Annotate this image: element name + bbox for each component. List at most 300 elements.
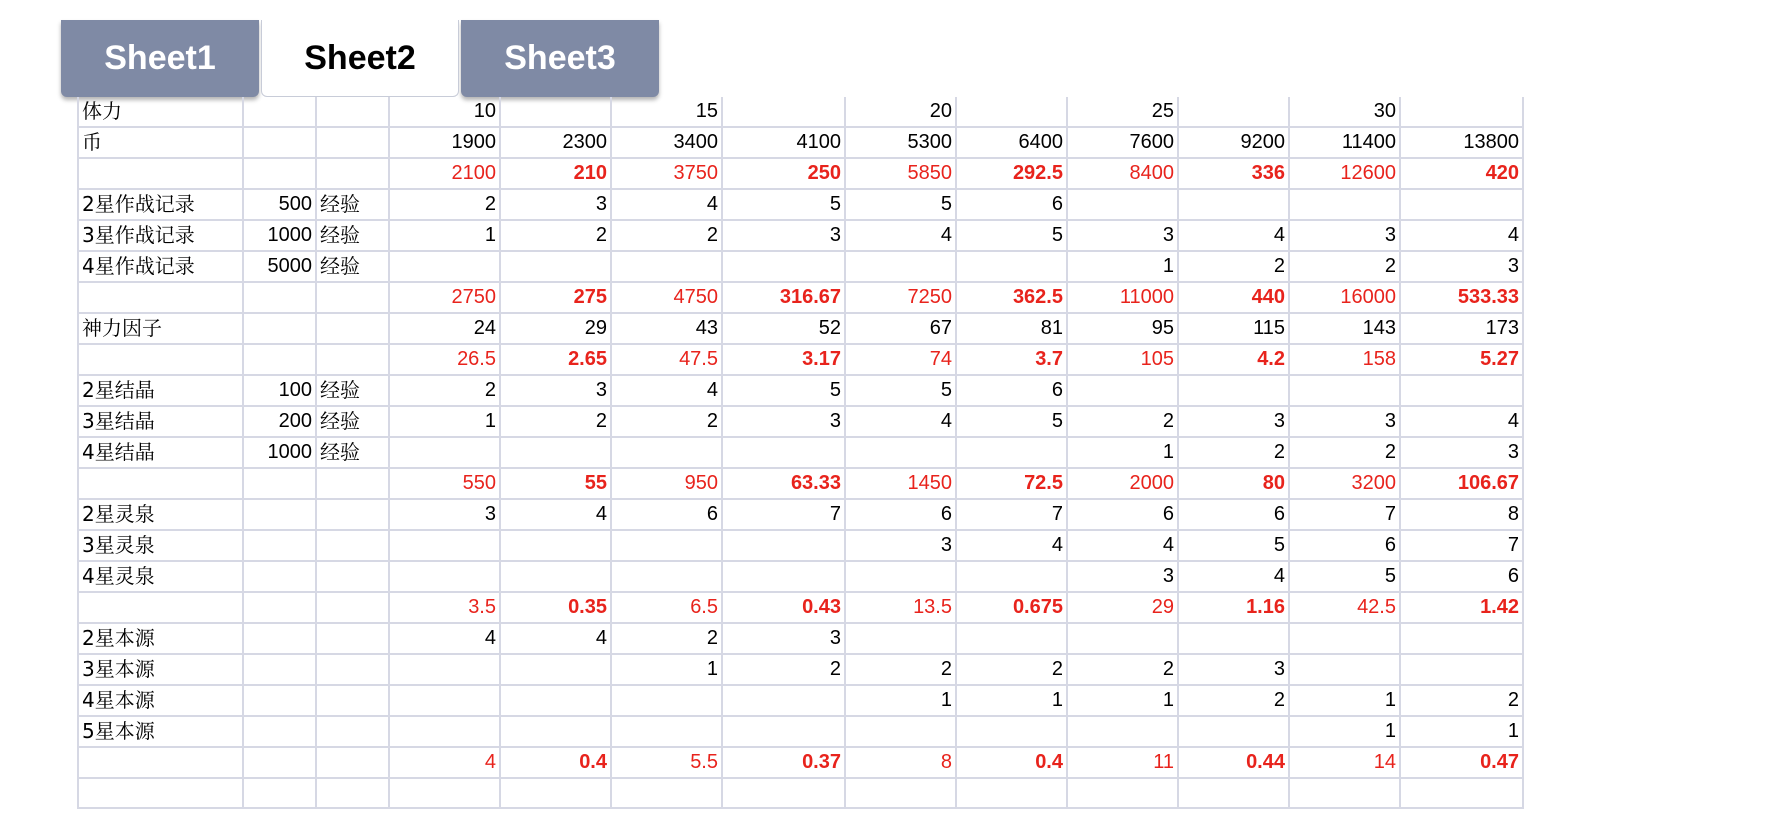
cell[interactable]: 5.27	[1400, 344, 1523, 375]
cell[interactable]: 42.5	[1289, 592, 1400, 623]
cell[interactable]: 30	[1289, 97, 1400, 127]
cell[interactable]	[243, 97, 316, 127]
cell[interactable]: 2000	[1067, 468, 1178, 499]
cell[interactable]	[845, 561, 956, 592]
cell[interactable]: 3	[1289, 406, 1400, 437]
cell[interactable]	[316, 685, 389, 716]
cell[interactable]	[243, 685, 316, 716]
cell[interactable]: 316.67	[722, 282, 845, 313]
cell[interactable]	[316, 499, 389, 530]
cell[interactable]	[1289, 654, 1400, 685]
cell[interactable]: 950	[611, 468, 722, 499]
cell[interactable]: 20	[845, 97, 956, 127]
cell[interactable]: 3.7	[956, 344, 1067, 375]
cell[interactable]: 7	[1289, 499, 1400, 530]
cell[interactable]	[316, 654, 389, 685]
row-label-cell[interactable]: 5星本源	[78, 716, 243, 747]
cell[interactable]	[316, 282, 389, 313]
cell[interactable]: 16000	[1289, 282, 1400, 313]
cell[interactable]: 6400	[956, 127, 1067, 158]
cell[interactable]	[722, 716, 845, 747]
cell[interactable]: 6	[956, 375, 1067, 406]
cell[interactable]: 3750	[611, 158, 722, 189]
cell[interactable]	[722, 437, 845, 468]
cell[interactable]: 6	[956, 189, 1067, 220]
cell[interactable]: 1	[389, 406, 500, 437]
cell[interactable]	[500, 530, 611, 561]
cell[interactable]: 12600	[1289, 158, 1400, 189]
cell[interactable]: 29	[1067, 592, 1178, 623]
cell[interactable]	[1178, 375, 1289, 406]
cell[interactable]	[500, 778, 611, 808]
cell[interactable]	[316, 778, 389, 808]
cell[interactable]: 105	[1067, 344, 1178, 375]
cell[interactable]: 80	[1178, 468, 1289, 499]
cell[interactable]	[611, 685, 722, 716]
cell[interactable]: 5	[845, 375, 956, 406]
cell[interactable]: 4100	[722, 127, 845, 158]
cell[interactable]	[243, 716, 316, 747]
cell[interactable]: 1	[1067, 251, 1178, 282]
cell[interactable]: 63.33	[722, 468, 845, 499]
cell[interactable]: 3	[500, 375, 611, 406]
cell[interactable]	[316, 592, 389, 623]
cell[interactable]	[243, 530, 316, 561]
cell[interactable]: 5	[1289, 561, 1400, 592]
row-label-cell[interactable]: 4星作战记录	[78, 251, 243, 282]
cell[interactable]: 173	[1400, 313, 1523, 344]
cell[interactable]: 29	[500, 313, 611, 344]
cell[interactable]: 292.5	[956, 158, 1067, 189]
cell[interactable]	[316, 561, 389, 592]
cell[interactable]	[611, 778, 722, 808]
cell[interactable]: 550	[389, 468, 500, 499]
cell[interactable]	[611, 716, 722, 747]
cell[interactable]: 6	[1067, 499, 1178, 530]
cell[interactable]: 1	[956, 685, 1067, 716]
cell[interactable]: 4	[611, 375, 722, 406]
cell[interactable]: 2.65	[500, 344, 611, 375]
cell[interactable]	[243, 623, 316, 654]
cell[interactable]	[611, 251, 722, 282]
cell[interactable]: 1	[1289, 716, 1400, 747]
cell[interactable]: 2	[1178, 251, 1289, 282]
cell[interactable]: 5	[956, 220, 1067, 251]
cell[interactable]	[722, 97, 845, 127]
cell[interactable]	[1400, 623, 1523, 654]
cell[interactable]: 4750	[611, 282, 722, 313]
cell[interactable]	[1289, 189, 1400, 220]
cell[interactable]	[500, 654, 611, 685]
cell[interactable]: 1	[1067, 437, 1178, 468]
cell[interactable]	[316, 158, 389, 189]
cell[interactable]: 2	[1067, 406, 1178, 437]
cell[interactable]: 81	[956, 313, 1067, 344]
cell[interactable]	[1178, 623, 1289, 654]
cell[interactable]: 经验	[316, 375, 389, 406]
cell[interactable]: 2	[956, 654, 1067, 685]
cell[interactable]: 2	[611, 406, 722, 437]
cell[interactable]: 11	[1067, 747, 1178, 778]
cell[interactable]	[1067, 375, 1178, 406]
cell[interactable]: 0.37	[722, 747, 845, 778]
row-label-cell[interactable]: 2星作战记录	[78, 189, 243, 220]
cell[interactable]: 3	[1400, 437, 1523, 468]
cell[interactable]: 362.5	[956, 282, 1067, 313]
cell[interactable]: 经验	[316, 220, 389, 251]
cell[interactable]: 2	[1289, 251, 1400, 282]
row-label-cell[interactable]	[78, 158, 243, 189]
cell[interactable]: 4	[389, 623, 500, 654]
cell[interactable]	[1289, 375, 1400, 406]
cell[interactable]	[389, 716, 500, 747]
cell[interactable]: 3	[500, 189, 611, 220]
cell[interactable]: 1900	[389, 127, 500, 158]
cell[interactable]: 3200	[1289, 468, 1400, 499]
cell[interactable]	[243, 282, 316, 313]
cell[interactable]: 1	[1289, 685, 1400, 716]
row-label-cell[interactable]: 体力	[78, 97, 243, 127]
cell[interactable]	[1289, 778, 1400, 808]
cell[interactable]: 3	[845, 530, 956, 561]
cell[interactable]: 5	[845, 189, 956, 220]
cell[interactable]	[316, 468, 389, 499]
cell[interactable]: 0.47	[1400, 747, 1523, 778]
cell[interactable]: 1.16	[1178, 592, 1289, 623]
row-label-cell[interactable]: 3星结晶	[78, 406, 243, 437]
cell[interactable]: 13800	[1400, 127, 1523, 158]
cell[interactable]	[1178, 716, 1289, 747]
row-label-cell[interactable]	[78, 344, 243, 375]
cell[interactable]: 143	[1289, 313, 1400, 344]
cell[interactable]: 15	[611, 97, 722, 127]
cell[interactable]	[500, 561, 611, 592]
row-label-cell[interactable]: 4星灵泉	[78, 561, 243, 592]
cell[interactable]: 2750	[389, 282, 500, 313]
cell[interactable]: 2100	[389, 158, 500, 189]
cell[interactable]: 14	[1289, 747, 1400, 778]
cell[interactable]: 26.5	[389, 344, 500, 375]
cell[interactable]: 52	[722, 313, 845, 344]
cell[interactable]: 4	[389, 747, 500, 778]
cell[interactable]	[722, 778, 845, 808]
cell[interactable]	[243, 654, 316, 685]
cell[interactable]: 158	[1289, 344, 1400, 375]
cell[interactable]: 106.67	[1400, 468, 1523, 499]
cell[interactable]	[243, 592, 316, 623]
cell[interactable]	[845, 778, 956, 808]
cell[interactable]: 0.4	[956, 747, 1067, 778]
cell[interactable]: 420	[1400, 158, 1523, 189]
cell[interactable]	[956, 623, 1067, 654]
cell[interactable]	[956, 437, 1067, 468]
cell[interactable]	[500, 685, 611, 716]
cell[interactable]	[243, 344, 316, 375]
cell[interactable]	[1400, 97, 1523, 127]
cell[interactable]: 5850	[845, 158, 956, 189]
cell[interactable]	[316, 313, 389, 344]
cell[interactable]: 95	[1067, 313, 1178, 344]
cell[interactable]: 72.5	[956, 468, 1067, 499]
cell[interactable]	[243, 499, 316, 530]
row-label-cell[interactable]: 币	[78, 127, 243, 158]
cell[interactable]: 4	[1178, 561, 1289, 592]
row-label-cell[interactable]	[78, 778, 243, 808]
cell[interactable]: 250	[722, 158, 845, 189]
row-label-cell[interactable]: 2星本源	[78, 623, 243, 654]
cell[interactable]: 3	[1178, 406, 1289, 437]
cell[interactable]: 4	[1400, 220, 1523, 251]
cell[interactable]: 115	[1178, 313, 1289, 344]
cell[interactable]: 3.5	[389, 592, 500, 623]
cell[interactable]: 经验	[316, 406, 389, 437]
cell[interactable]	[389, 251, 500, 282]
cell[interactable]: 74	[845, 344, 956, 375]
cell[interactable]	[500, 437, 611, 468]
cell[interactable]: 3	[1067, 561, 1178, 592]
cell[interactable]: 533.33	[1400, 282, 1523, 313]
cell[interactable]: 336	[1178, 158, 1289, 189]
row-label-cell[interactable]	[78, 282, 243, 313]
cell[interactable]: 200	[243, 406, 316, 437]
cell[interactable]: 7	[1400, 530, 1523, 561]
row-label-cell[interactable]	[78, 592, 243, 623]
cell[interactable]: 275	[500, 282, 611, 313]
cell[interactable]	[389, 778, 500, 808]
cell[interactable]	[611, 561, 722, 592]
cell[interactable]	[243, 778, 316, 808]
row-label-cell[interactable]	[78, 468, 243, 499]
cell[interactable]: 100	[243, 375, 316, 406]
cell[interactable]: 2	[1067, 654, 1178, 685]
cell[interactable]: 8	[1400, 499, 1523, 530]
cell[interactable]: 67	[845, 313, 956, 344]
cell[interactable]: 4	[1178, 220, 1289, 251]
cell[interactable]: 4	[956, 530, 1067, 561]
cell[interactable]: 8	[845, 747, 956, 778]
cell[interactable]: 经验	[316, 189, 389, 220]
cell[interactable]	[316, 127, 389, 158]
cell[interactable]: 5	[722, 189, 845, 220]
cell[interactable]: 43	[611, 313, 722, 344]
cell[interactable]: 2	[389, 375, 500, 406]
cell[interactable]: 4.2	[1178, 344, 1289, 375]
cell[interactable]: 6	[611, 499, 722, 530]
cell[interactable]	[1289, 623, 1400, 654]
cell[interactable]: 3	[722, 220, 845, 251]
cell[interactable]	[1067, 189, 1178, 220]
cell[interactable]: 13.5	[845, 592, 956, 623]
cell[interactable]	[316, 97, 389, 127]
row-label-cell[interactable]	[78, 747, 243, 778]
cell[interactable]	[1400, 654, 1523, 685]
cell[interactable]: 440	[1178, 282, 1289, 313]
cell[interactable]	[243, 561, 316, 592]
cell[interactable]	[956, 97, 1067, 127]
tab-sheet3[interactable]: Sheet3	[461, 20, 659, 97]
cell[interactable]: 5	[722, 375, 845, 406]
row-label-cell[interactable]: 4星本源	[78, 685, 243, 716]
cell[interactable]	[611, 530, 722, 561]
cell[interactable]	[389, 654, 500, 685]
cell[interactable]: 0.44	[1178, 747, 1289, 778]
tab-sheet1[interactable]: Sheet1	[61, 20, 259, 97]
cell[interactable]: 6	[1400, 561, 1523, 592]
cell[interactable]: 2	[1178, 437, 1289, 468]
cell[interactable]: 1450	[845, 468, 956, 499]
cell[interactable]	[845, 716, 956, 747]
cell[interactable]	[243, 127, 316, 158]
cell[interactable]	[1067, 623, 1178, 654]
cell[interactable]	[845, 437, 956, 468]
cell[interactable]: 6	[845, 499, 956, 530]
cell[interactable]	[956, 561, 1067, 592]
cell[interactable]	[389, 561, 500, 592]
cell[interactable]: 3	[1289, 220, 1400, 251]
cell[interactable]	[500, 716, 611, 747]
cell[interactable]: 5300	[845, 127, 956, 158]
cell[interactable]: 1	[1400, 716, 1523, 747]
cell[interactable]	[316, 716, 389, 747]
cell[interactable]	[722, 685, 845, 716]
cell[interactable]	[1400, 375, 1523, 406]
cell[interactable]: 7	[722, 499, 845, 530]
cell[interactable]	[316, 530, 389, 561]
cell[interactable]: 1000	[243, 220, 316, 251]
cell[interactable]: 3	[722, 623, 845, 654]
row-label-cell[interactable]: 神力因子	[78, 313, 243, 344]
cell[interactable]: 4	[611, 189, 722, 220]
cell[interactable]	[1400, 189, 1523, 220]
cell[interactable]: 7250	[845, 282, 956, 313]
cell[interactable]: 2	[722, 654, 845, 685]
cell[interactable]: 2	[845, 654, 956, 685]
cell[interactable]: 3400	[611, 127, 722, 158]
cell[interactable]	[316, 623, 389, 654]
cell[interactable]: 7	[956, 499, 1067, 530]
cell[interactable]	[500, 97, 611, 127]
cell[interactable]	[1178, 778, 1289, 808]
row-label-cell[interactable]: 3星作战记录	[78, 220, 243, 251]
cell[interactable]: 5	[956, 406, 1067, 437]
cell[interactable]: 210	[500, 158, 611, 189]
cell[interactable]: 2	[1178, 685, 1289, 716]
tab-sheet2[interactable]: Sheet2	[261, 20, 459, 97]
cell[interactable]: 24	[389, 313, 500, 344]
cell[interactable]	[389, 685, 500, 716]
cell[interactable]: 2	[500, 220, 611, 251]
cell[interactable]: 5000	[243, 251, 316, 282]
cell[interactable]: 6	[1178, 499, 1289, 530]
cell[interactable]: 2300	[500, 127, 611, 158]
cell[interactable]: 0.43	[722, 592, 845, 623]
cell[interactable]	[722, 530, 845, 561]
cell[interactable]: 5.5	[611, 747, 722, 778]
cell[interactable]: 0.675	[956, 592, 1067, 623]
cell[interactable]: 2	[1400, 685, 1523, 716]
cell[interactable]: 5	[1178, 530, 1289, 561]
cell[interactable]: 500	[243, 189, 316, 220]
cell[interactable]	[722, 251, 845, 282]
cell[interactable]: 0.35	[500, 592, 611, 623]
cell[interactable]	[845, 251, 956, 282]
cell[interactable]: 47.5	[611, 344, 722, 375]
cell[interactable]: 6.5	[611, 592, 722, 623]
cell[interactable]: 4	[500, 623, 611, 654]
cell[interactable]	[1178, 97, 1289, 127]
cell[interactable]	[722, 561, 845, 592]
cell[interactable]: 4	[500, 499, 611, 530]
cell[interactable]: 0.4	[500, 747, 611, 778]
cell[interactable]: 4	[845, 220, 956, 251]
cell[interactable]: 经验	[316, 251, 389, 282]
cell[interactable]: 9200	[1178, 127, 1289, 158]
cell[interactable]: 1	[611, 654, 722, 685]
row-label-cell[interactable]: 3星本源	[78, 654, 243, 685]
cell[interactable]	[389, 437, 500, 468]
cell[interactable]: 2	[611, 220, 722, 251]
cell[interactable]	[316, 747, 389, 778]
cell[interactable]	[956, 716, 1067, 747]
cell[interactable]: 3	[1400, 251, 1523, 282]
cell[interactable]	[611, 437, 722, 468]
cell[interactable]	[243, 313, 316, 344]
cell[interactable]	[1067, 778, 1178, 808]
cell[interactable]	[243, 468, 316, 499]
cell[interactable]	[956, 778, 1067, 808]
cell[interactable]	[243, 747, 316, 778]
cell[interactable]: 3	[389, 499, 500, 530]
row-label-cell[interactable]: 2星结晶	[78, 375, 243, 406]
cell[interactable]: 1	[845, 685, 956, 716]
row-label-cell[interactable]: 4星结晶	[78, 437, 243, 468]
cell[interactable]: 25	[1067, 97, 1178, 127]
cell[interactable]: 8400	[1067, 158, 1178, 189]
cell[interactable]: 1.42	[1400, 592, 1523, 623]
cell[interactable]: 3	[722, 406, 845, 437]
cell[interactable]: 6	[1289, 530, 1400, 561]
cell[interactable]: 3	[1067, 220, 1178, 251]
cell[interactable]: 3	[1178, 654, 1289, 685]
cell[interactable]: 2	[500, 406, 611, 437]
cell[interactable]: 11400	[1289, 127, 1400, 158]
cell[interactable]: 11000	[1067, 282, 1178, 313]
cell[interactable]: 2	[389, 189, 500, 220]
cell[interactable]: 1000	[243, 437, 316, 468]
cell[interactable]	[243, 158, 316, 189]
cell[interactable]	[956, 251, 1067, 282]
row-label-cell[interactable]: 2星灵泉	[78, 499, 243, 530]
cell[interactable]: 7600	[1067, 127, 1178, 158]
cell[interactable]: 4	[1067, 530, 1178, 561]
cell[interactable]: 4	[845, 406, 956, 437]
cell[interactable]: 10	[389, 97, 500, 127]
cell[interactable]: 1	[389, 220, 500, 251]
cell[interactable]: 2	[611, 623, 722, 654]
cell[interactable]	[389, 530, 500, 561]
cell[interactable]	[1178, 189, 1289, 220]
cell[interactable]	[1400, 778, 1523, 808]
cell[interactable]: 1	[1067, 685, 1178, 716]
cell[interactable]	[1067, 716, 1178, 747]
cell[interactable]	[845, 623, 956, 654]
cell[interactable]: 3.17	[722, 344, 845, 375]
cell[interactable]: 经验	[316, 437, 389, 468]
cell[interactable]: 55	[500, 468, 611, 499]
cell[interactable]	[316, 344, 389, 375]
cell[interactable]	[500, 251, 611, 282]
cell[interactable]: 4	[1400, 406, 1523, 437]
